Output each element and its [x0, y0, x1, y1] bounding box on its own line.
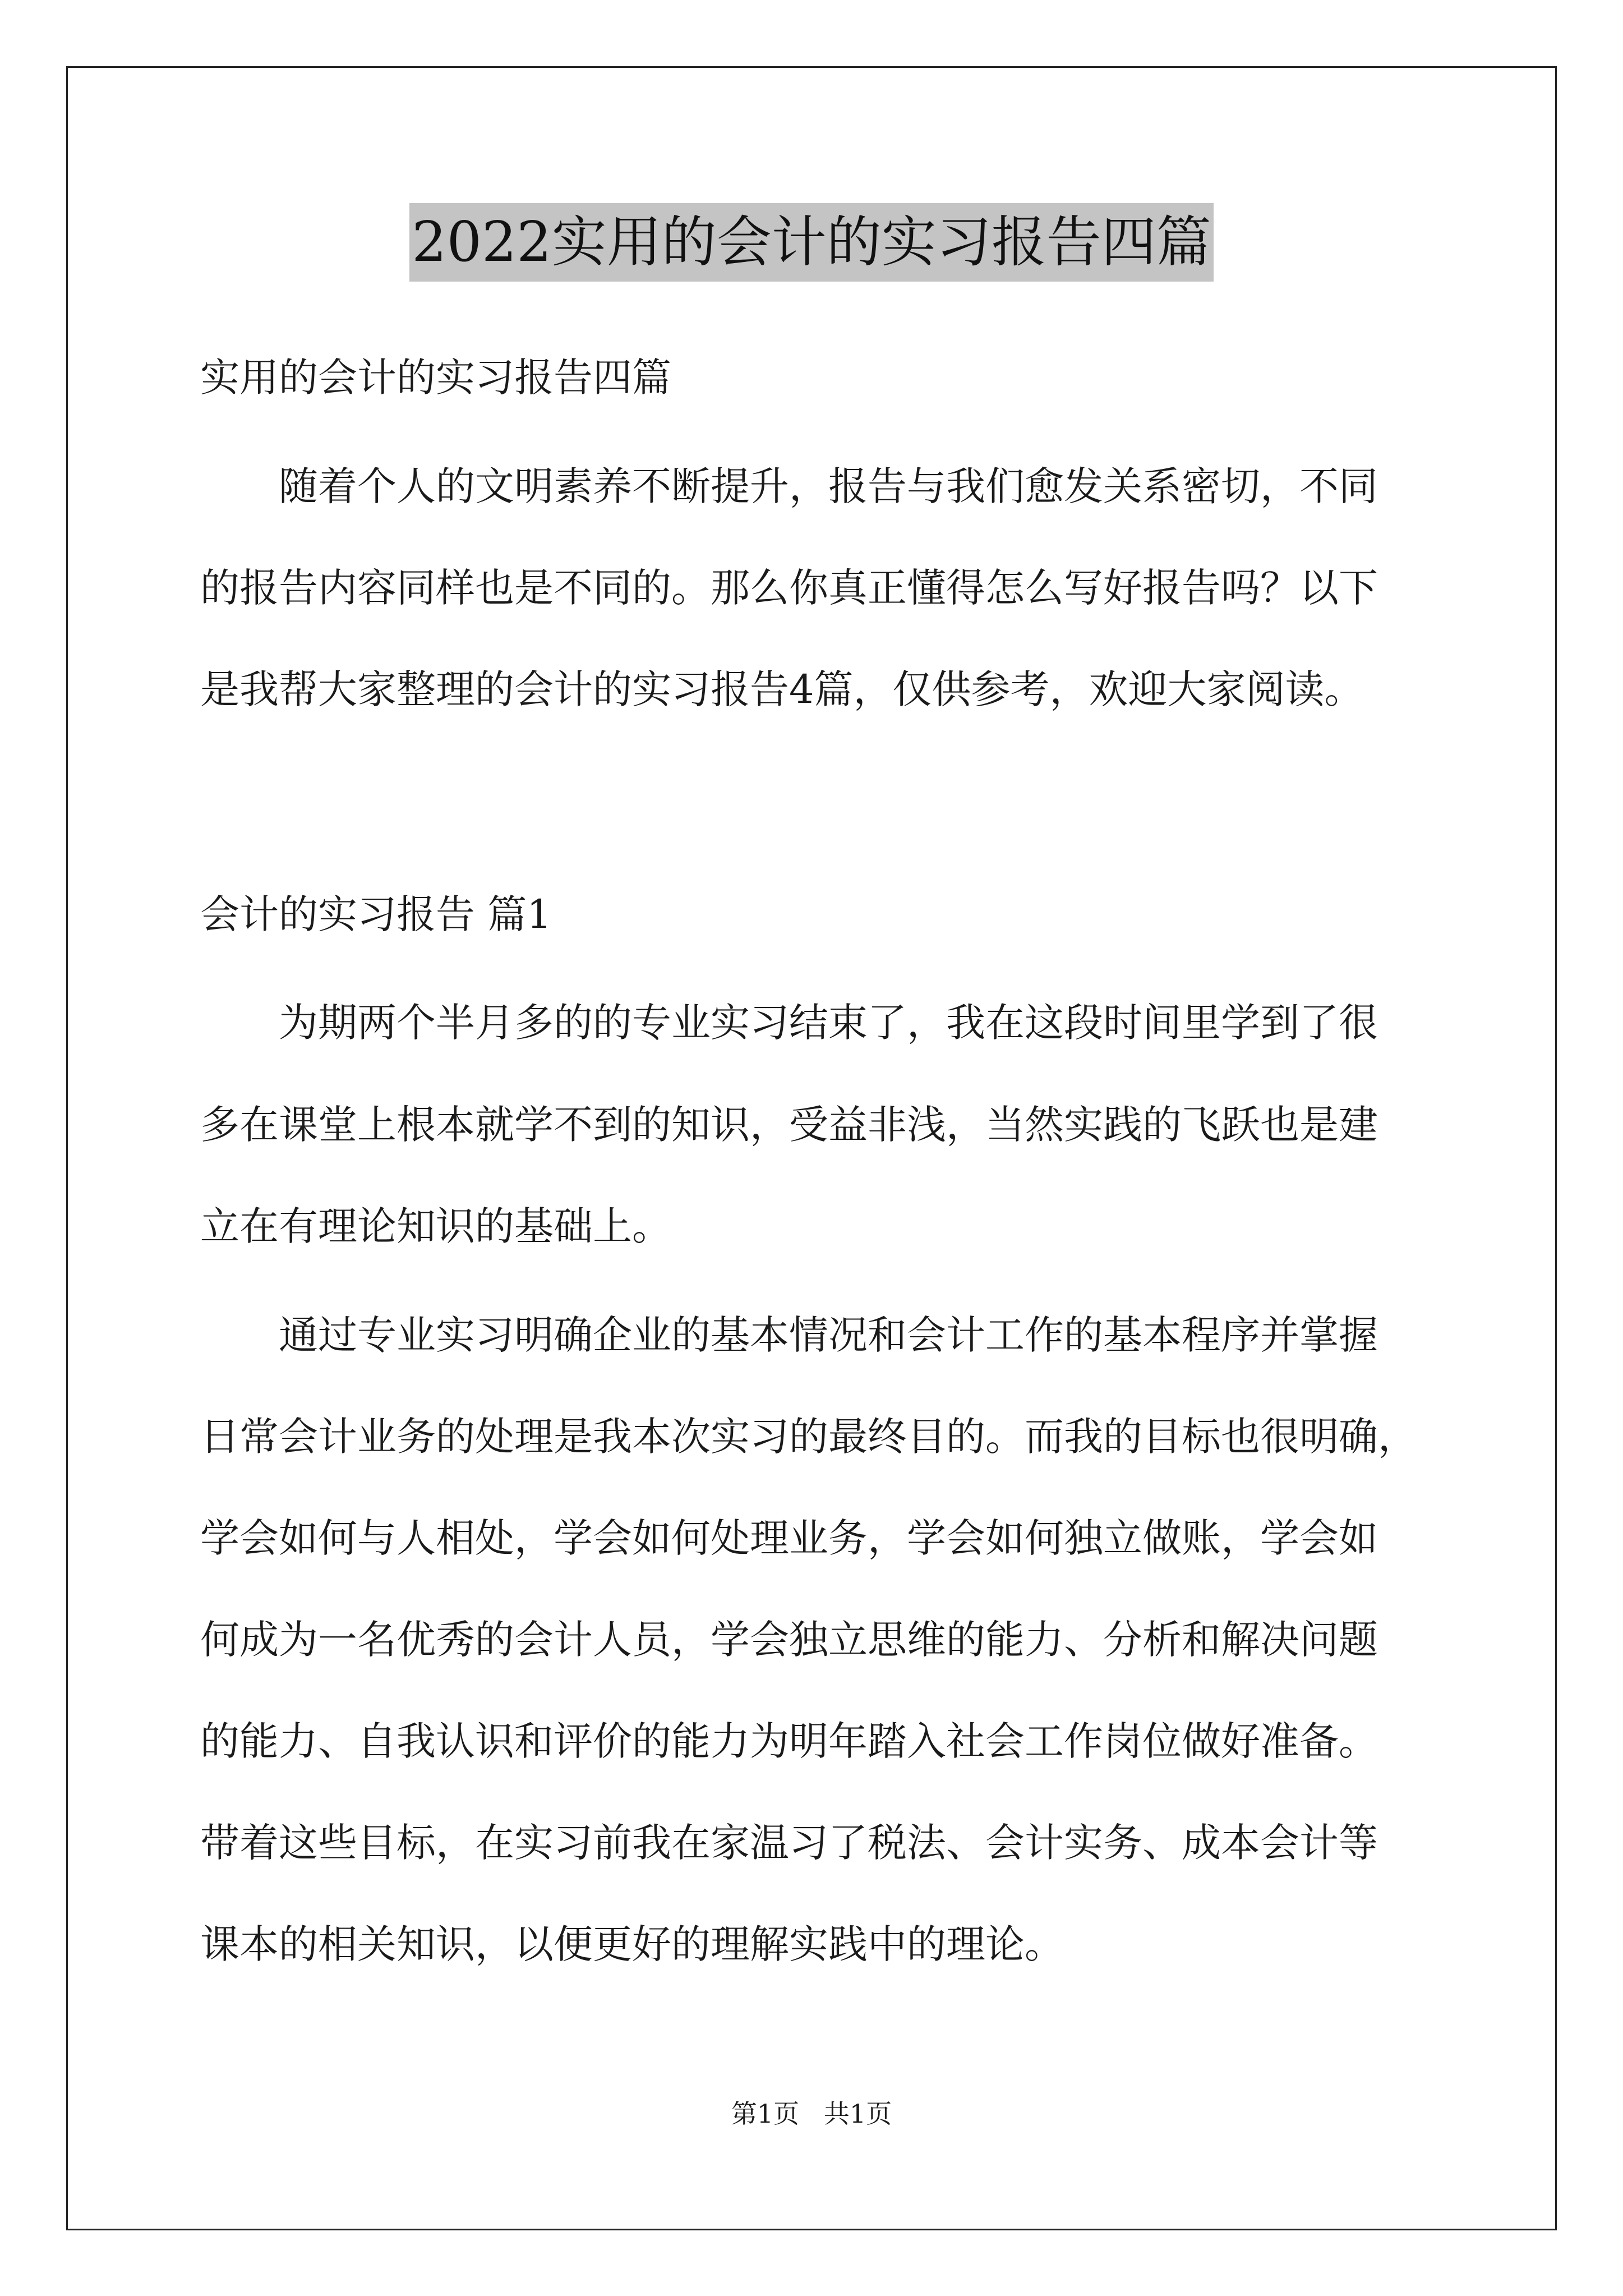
- para1-line-1: 为期两个半月多的的专业实习结束了，我在这段时间里学到了很: [279, 1000, 1378, 1046]
- para2-line-3: 学会如何与人相处，学会如何处理业务，学会如何独立做账，学会如: [200, 1515, 1378, 1561]
- page-footer: 第1页 共1页: [731, 2099, 892, 2129]
- title-wrapper: [0, 203, 1623, 282]
- para2-line-2: 日常会计业务的处理是我本次实习的最终目的。而我的目标也很明确，: [200, 1414, 1417, 1460]
- intro-line-1: 随着个人的文明素养不断提升，报告与我们愈发关系密切，不同: [279, 463, 1378, 509]
- para2-line-1: 通过专业实习明确企业的基本情况和会计工作的基本程序并掌握: [279, 1312, 1378, 1358]
- para2-line-4: 何成为一名优秀的会计人员，学会独立思维的能力、分析和解决问题: [200, 1617, 1378, 1663]
- para2-line-5: 的能力、自我认识和评价的能力为明年踏入社会工作岗位做好准备。: [200, 1718, 1378, 1764]
- para1-line-3: 立在有理论知识的基础上。: [200, 1203, 671, 1249]
- document-title: 2022实用的会计的实习报告四篇: [409, 203, 1213, 282]
- para2-line-7: 课本的相关知识，以便更好的理解实践中的理论。: [200, 1921, 1064, 1967]
- intro-line-2: 的报告内容同样也是不同的。那么你真正懂得怎么写好报告吗？以下: [200, 565, 1378, 611]
- para2-line-6: 带着这些目标，在实习前我在家温习了税法、会计实务、成本会计等: [200, 1820, 1378, 1866]
- intro-line-3: 是我帮大家整理的会计的实习报告4篇，仅供参考，欢迎大家阅读。: [200, 666, 1364, 712]
- para1-line-2: 多在课堂上根本就学不到的知识，受益非浅，当然实践的飞跃也是建: [200, 1102, 1378, 1148]
- section-heading: 会计的实习报告 篇1: [200, 891, 552, 937]
- document-subtitle: 实用的会计的实习报告四篇: [200, 355, 671, 401]
